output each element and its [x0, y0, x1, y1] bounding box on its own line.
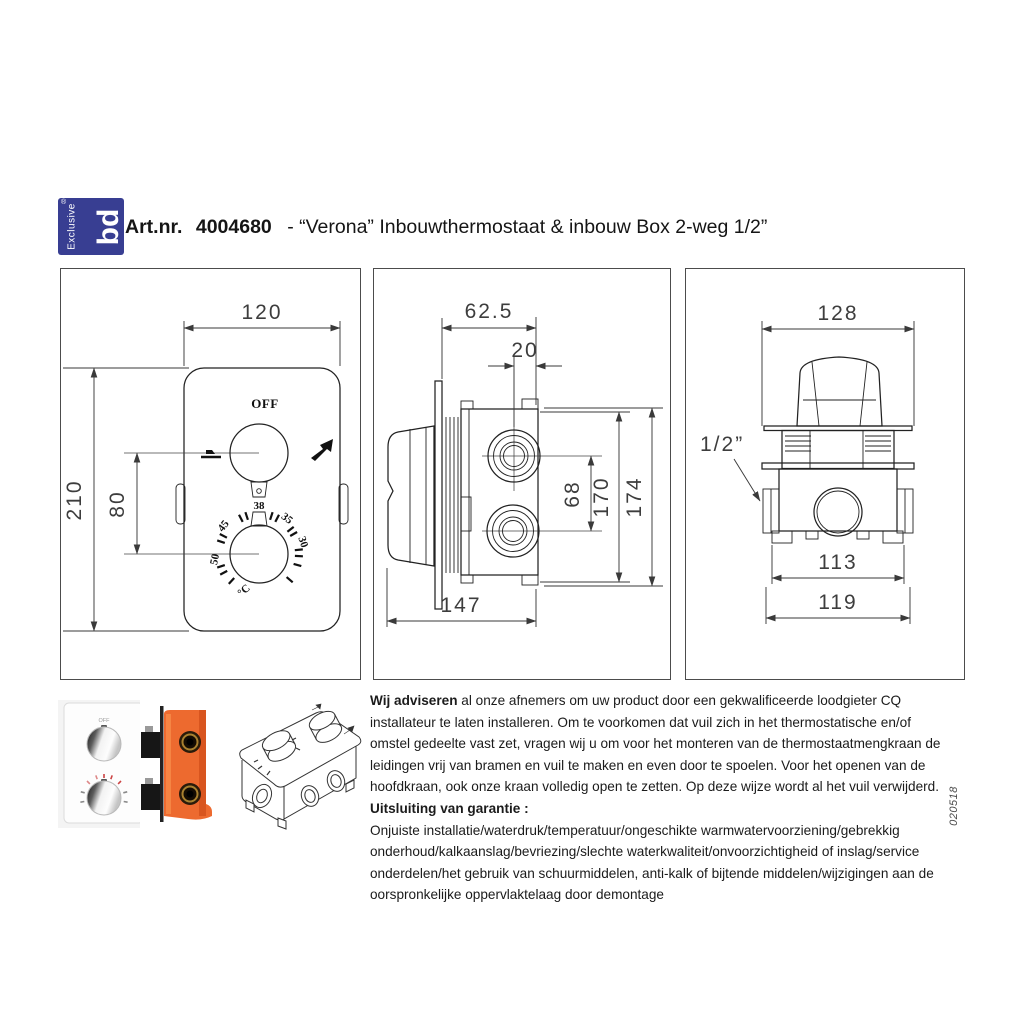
- warranty-paragraph: Onjuiste installatie/waterdruk/temperatuur/ongeschikte warmwatervoorziening/gebrekkig onderhoud/kalkaanslag/bevriezing/slechte waterkwaliteit/onvoorzichtigheid of inslag/service onderdelen/het gebruik van schuurmiddelen, anti-kalk of bijtende middelen/wijzigingen aan de oorspronkelijke oppervlaktelaag door demontage: [370, 822, 934, 903]
- photo-off-label: OFF: [98, 718, 110, 724]
- dim-total-height-label: 174: [623, 476, 646, 518]
- body-top: [762, 426, 914, 543]
- product-photo-trim: [58, 700, 150, 828]
- front-view-drawing: [61, 269, 357, 676]
- inbox-connector: [141, 784, 161, 810]
- registered-icon: ®: [61, 199, 67, 206]
- inbox-body-side: [461, 399, 538, 585]
- dim-total-depth-label: 147: [440, 594, 482, 617]
- dim-plate-width-label: 128: [817, 302, 859, 325]
- knob-top: [797, 357, 882, 426]
- logo-exclusive-label: Exclusive: [66, 203, 78, 250]
- doc-code: 020518: [947, 786, 960, 826]
- dim-box-height-label: 170: [590, 476, 613, 518]
- dim-plate-width: [762, 302, 914, 426]
- dial-38-label: 38: [253, 500, 265, 512]
- side-view-drawing: [374, 269, 667, 676]
- dim-inner-width: [772, 545, 904, 584]
- page-title: [125, 216, 773, 239]
- dim-total-depth: [387, 568, 536, 627]
- inbox-port: [179, 783, 201, 805]
- product-photo-inbox: [140, 700, 222, 828]
- thread-hatch: [785, 436, 891, 451]
- dial-unit-label: °C: [235, 582, 253, 600]
- footer-text-block: [370, 690, 950, 906]
- bath-spout-icon: [201, 450, 221, 457]
- dim-connection-label: 1/2”: [700, 433, 745, 456]
- brand-logo: [58, 198, 124, 255]
- dim-width: [184, 301, 340, 366]
- dim-knob-spacing-label: 80: [106, 490, 129, 518]
- shower-arrow-icon: [311, 439, 333, 461]
- dim-depth-label: 62.5: [464, 300, 514, 323]
- dim-outer-width: [766, 587, 910, 624]
- dial-30-label: 30: [295, 534, 311, 550]
- diverter-knob: [201, 396, 333, 497]
- off-label: OFF: [251, 396, 279, 411]
- top-view-panel: [685, 268, 965, 680]
- wall-plate-side: [435, 381, 458, 609]
- artnr-value: 4004680: [195, 216, 272, 238]
- photo-diverter-knob: [87, 727, 121, 761]
- dim-outlet-spacing-label: 68: [561, 480, 584, 508]
- dim-box-height: [540, 412, 630, 582]
- warranty-heading: Uitsluiting van garantie :: [370, 800, 529, 816]
- inbox-port: [179, 731, 201, 753]
- advice-body: al onze afnemers om uw product door een gekwalificeerde loodgieter CQ installateur te laten installeren. Om te voorkomen dat vuil zich in het thermostatische en/of omstel gedeelte vast zet, vragen wij u om voor het monteren van de thermostaatmengkraan de leidingen vrij van bramen en vuil te maken en even door te spoelen. Voor het openen van de hoofdkraan, ook onze kraan volledig open te zetten. Op deze wijze wordt al het vuil verwijderd.: [370, 693, 941, 795]
- dim-outer-width-label: 119: [818, 591, 858, 614]
- thermostat-knob: [208, 489, 310, 600]
- inbox-connector: [141, 732, 161, 758]
- top-view-drawing: [686, 269, 961, 676]
- handle-side: [388, 426, 434, 566]
- dial-45-label: 45: [215, 518, 232, 535]
- front-view-panel: [60, 268, 361, 680]
- dim-knob-spacing: [106, 453, 259, 554]
- product-isometric-drawing: [222, 688, 370, 844]
- artnr-label: Art.nr.: [125, 216, 183, 238]
- advice-paragraph: [370, 690, 950, 798]
- dim-outlet-offset: [488, 339, 562, 427]
- inbox-plate-edge: [160, 706, 164, 822]
- dim-outlet-spacing: [561, 456, 591, 531]
- side-view-panel: [373, 268, 671, 680]
- photo-thermostat-knob: [87, 781, 121, 815]
- dim-width-label: 120: [241, 301, 283, 324]
- logo-brand-mark: bd: [92, 208, 125, 246]
- connection-callout: [700, 433, 760, 501]
- dim-outlet-offset-label: 20: [511, 339, 539, 362]
- outlet-ports: [482, 369, 602, 557]
- dial-50-label: 50: [208, 552, 223, 567]
- dim-inner-width-label: 113: [818, 551, 858, 574]
- advice-lead: Wij adviseren: [370, 693, 458, 708]
- title-text: - “Verona” Inbouwthermostaat & inbouw Box 2-weg 1/2”: [287, 216, 768, 238]
- dial-35-label: 35: [278, 510, 295, 527]
- dim-height-label: 210: [63, 479, 86, 521]
